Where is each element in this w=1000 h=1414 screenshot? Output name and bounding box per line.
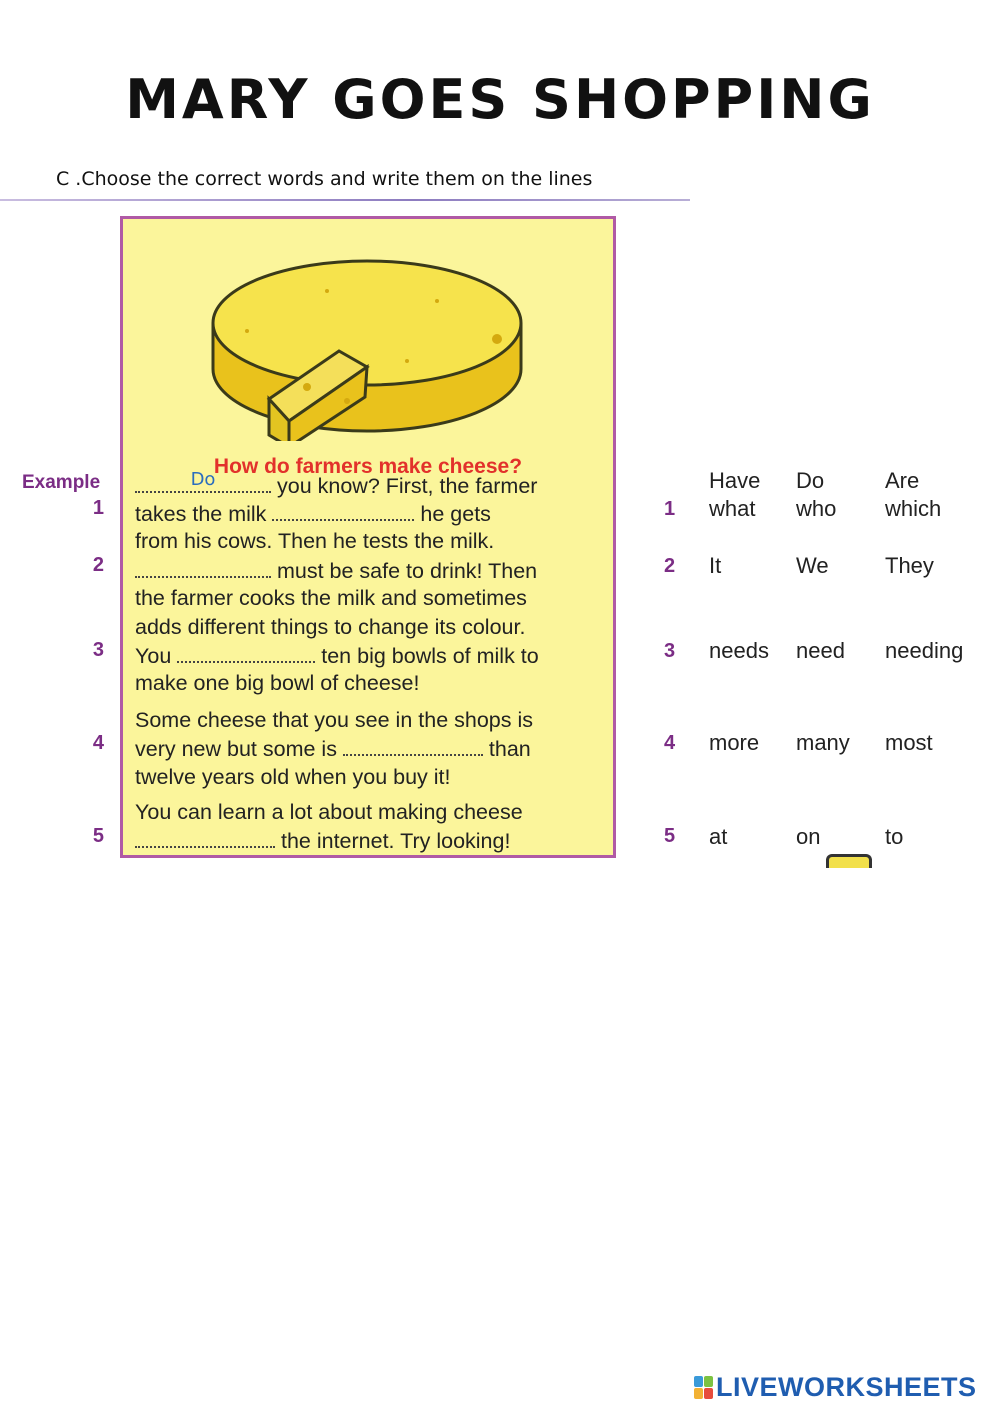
liveworksheets-logo[interactable]: [694, 1372, 977, 1403]
option-1c: which: [885, 496, 942, 521]
option-3b: need: [796, 638, 845, 663]
question-number-4: 4: [92, 732, 104, 754]
option-2c: They: [885, 553, 934, 578]
passage-line: from his cows. Then he tests the milk.: [135, 529, 495, 553]
option-example-have: Have: [709, 468, 761, 493]
passage-line-1: [135, 501, 491, 527]
passage-line-3: [135, 643, 539, 669]
exercise-area: [0, 202, 1000, 866]
question-number-2: 2: [92, 554, 104, 576]
passage-line: the farmer cooks the milk and sometimes: [135, 586, 527, 610]
worksheet-title: MARY GOES SHOPPING: [125, 68, 875, 131]
passage-line: twelve years old when you buy it!: [135, 765, 451, 789]
option-number-3: 3: [664, 640, 676, 662]
divider-line: [0, 199, 690, 201]
passage-line-example: [135, 469, 538, 499]
option-5c: to: [885, 824, 904, 849]
option-4a: more: [709, 730, 760, 755]
example-blank: [135, 469, 271, 493]
option-3c: needing: [885, 638, 964, 663]
example-answer: Do: [190, 469, 216, 490]
passage-text: you know? First, the farmer: [276, 474, 538, 498]
liveworksheets-logo-icon: [694, 1376, 714, 1400]
passage-line: You can learn a lot about making cheese: [135, 800, 523, 824]
option-example-are: Are: [885, 468, 920, 493]
question-number-1: 1: [92, 497, 104, 519]
option-number-2: 2: [664, 555, 676, 577]
passage-line-4: [135, 736, 531, 762]
passage-text: ten big bowls of milk to: [321, 644, 539, 668]
clip-decoration: [826, 854, 872, 868]
option-1b: who: [796, 496, 837, 521]
option-1a: what: [709, 496, 756, 521]
passage-text: he gets: [420, 502, 491, 526]
option-number-4: 4: [664, 732, 676, 754]
passage-box: [120, 216, 616, 858]
option-2a: It: [709, 553, 722, 578]
option-number-5: 5: [664, 825, 676, 847]
passage-text: must be safe to drink! Then: [276, 559, 538, 583]
passage-line: make one big bowl of cheese!: [135, 671, 420, 695]
passage-text: You: [135, 644, 172, 668]
option-number-1: 1: [664, 498, 676, 520]
option-2b: We: [796, 553, 829, 578]
question-number-5: 5: [92, 825, 104, 847]
passage-text: than: [488, 737, 531, 761]
option-3a: needs: [709, 638, 769, 663]
option-5b: on: [796, 824, 821, 849]
answer-blank-4[interactable]: [343, 736, 483, 756]
answer-blank-2[interactable]: [135, 558, 271, 578]
answer-blank-5[interactable]: [135, 828, 275, 848]
question-number-3: 3: [92, 639, 104, 661]
example-label: Example: [22, 472, 101, 493]
passage-line-5: [135, 828, 510, 854]
cheese-illustration: [207, 251, 527, 441]
option-4b: many: [796, 730, 850, 755]
passage-text: takes the milk: [135, 502, 267, 526]
passage-line: adds different things to change its colour.: [135, 615, 526, 639]
option-5a: at: [709, 824, 728, 849]
passage-text: the internet. Try looking!: [280, 829, 511, 853]
option-example-do: Do: [796, 468, 825, 493]
passage-line-2: [135, 558, 537, 584]
answer-blank-3[interactable]: [177, 643, 315, 663]
answer-blank-1[interactable]: [272, 501, 414, 521]
instruction-text: C .Choose the correct words and write them on the lines: [56, 168, 593, 190]
passage-text: very new but some is: [135, 737, 337, 761]
passage-line: Some cheese that you see in the shops is: [135, 708, 533, 732]
passage-heading: How do farmers make cheese?: [213, 455, 523, 478]
option-4c: most: [885, 730, 933, 755]
logo-text: LIVEWORKSHEETS: [716, 1372, 977, 1402]
